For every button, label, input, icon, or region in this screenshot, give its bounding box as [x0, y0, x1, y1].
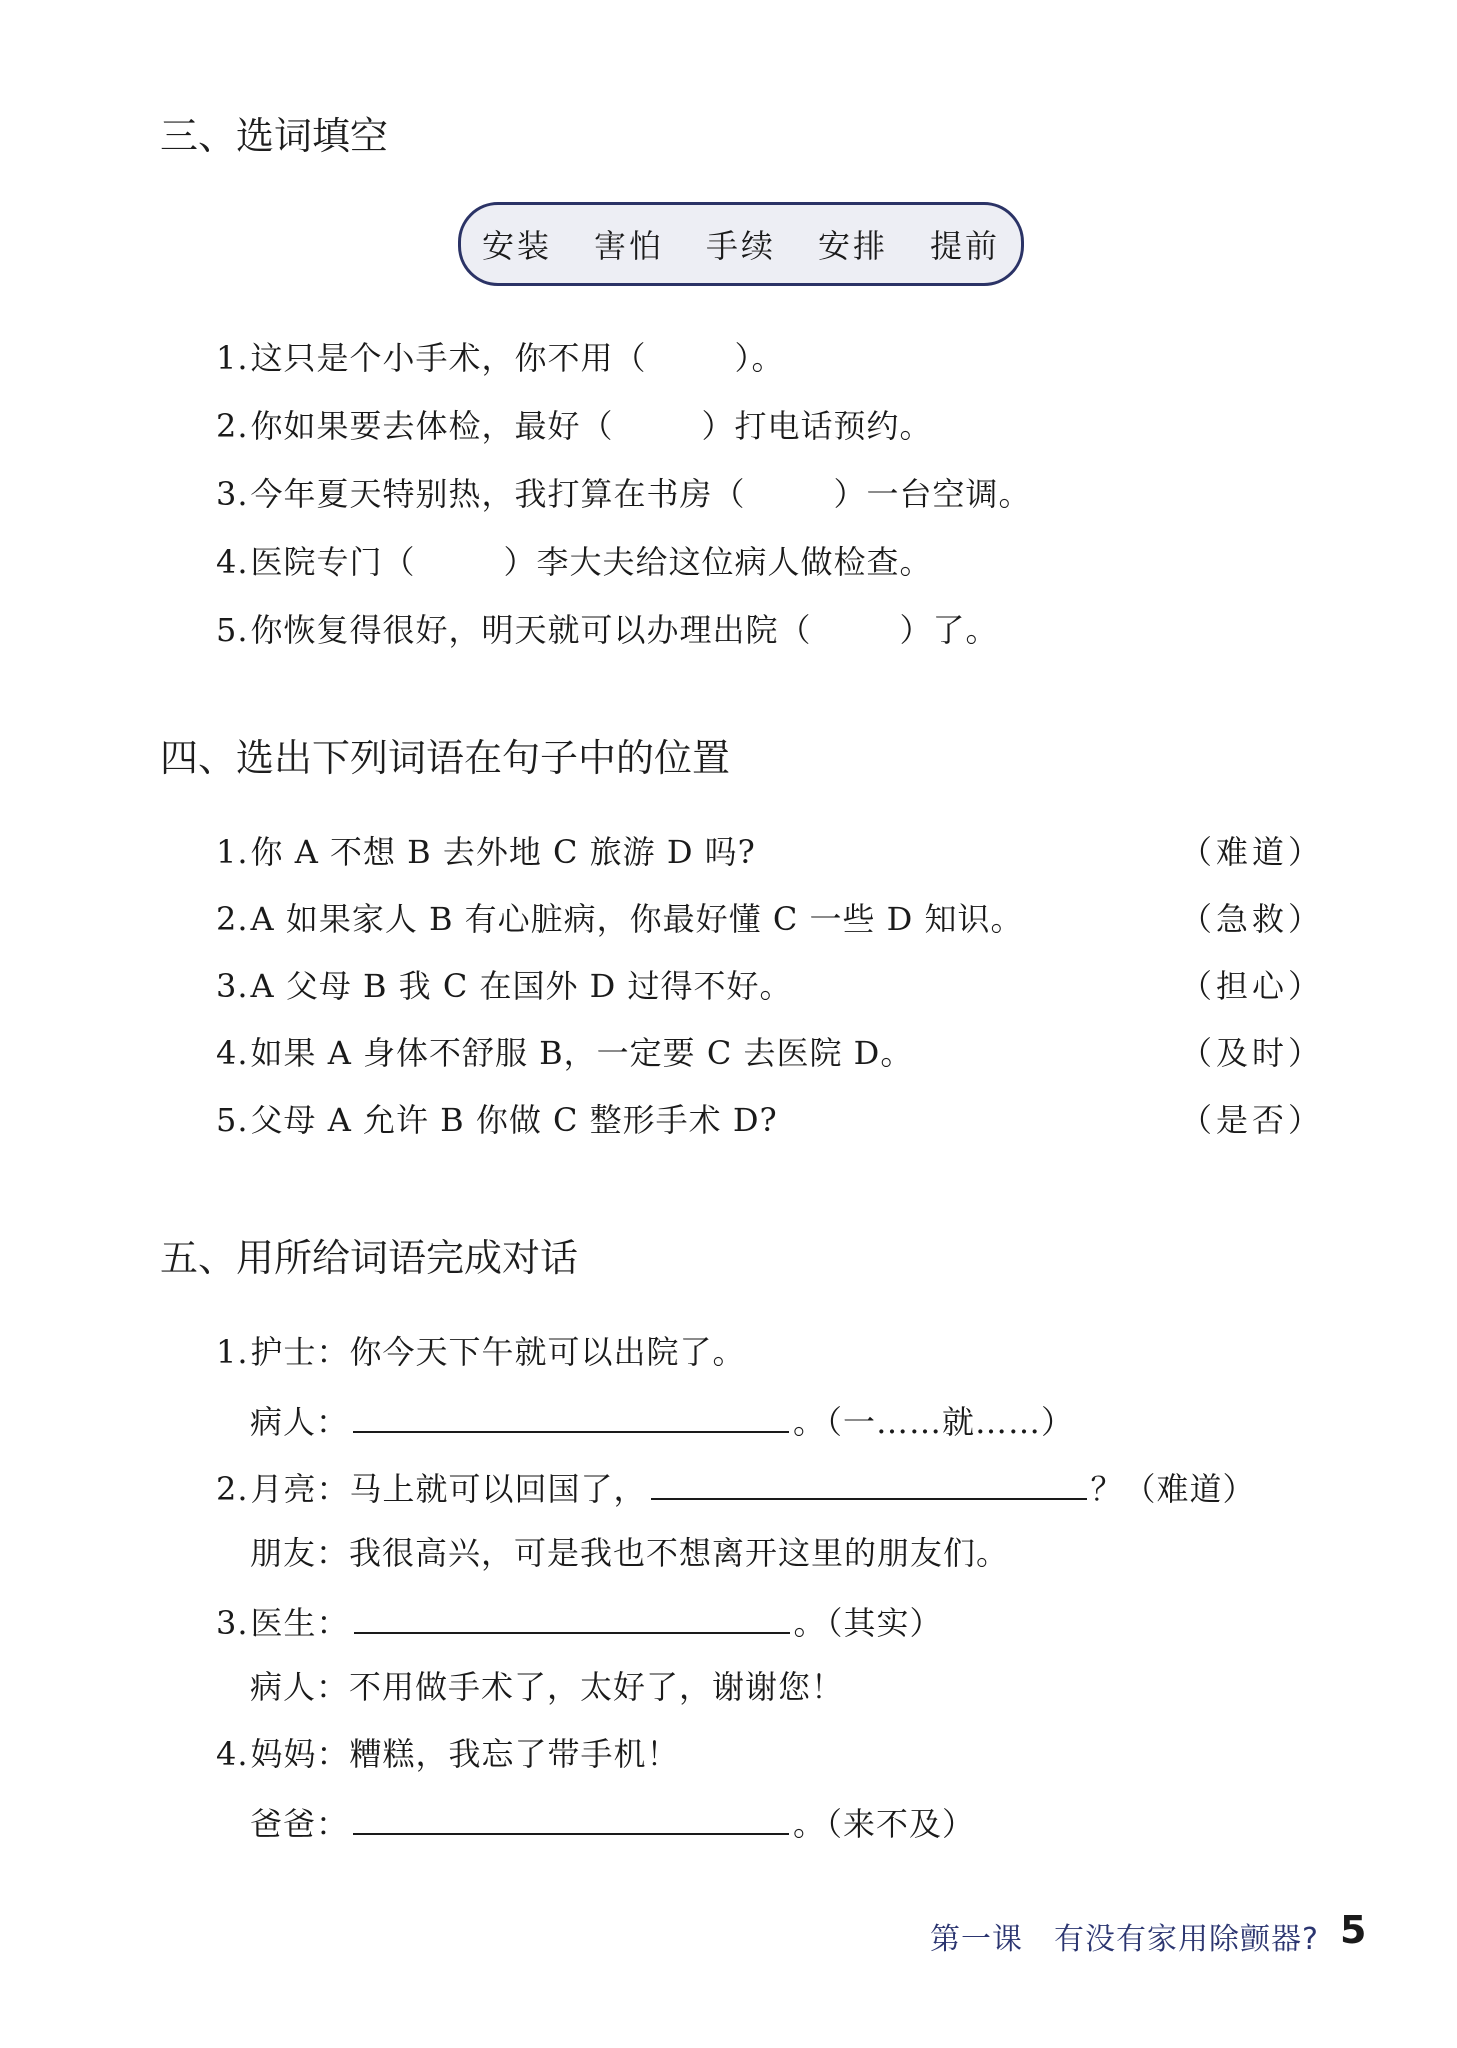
item-number: 4.: [216, 1735, 249, 1773]
fill-item: [216, 540, 933, 584]
answer-line[interactable]: [353, 1397, 789, 1433]
dialogue-text: 月亮：马上就可以回国了，: [250, 1470, 647, 1508]
hint-text: 。（其实）: [793, 1604, 943, 1642]
item-text: 你 A 不想 B 去外地 C 旅游 D 吗?: [250, 833, 756, 871]
item-text: ）了。: [899, 611, 999, 649]
item-text: A 如果家人 B 有心脏病，你最好懂 C 一些 D 知识。: [250, 900, 1024, 938]
speaker-label: 爸爸：: [250, 1805, 350, 1843]
item-number: 4.: [216, 1034, 249, 1072]
item-number: 3.: [216, 475, 249, 513]
word-bank-item: 安排: [818, 227, 889, 265]
position-item: [216, 964, 793, 1008]
dialogue-line: [250, 1531, 1009, 1575]
answer-line[interactable]: [353, 1799, 789, 1835]
item-text: 你恢复得很好，明天就可以办理出院（: [250, 611, 812, 649]
word-bank-item: 提前: [930, 227, 1001, 265]
footer-lesson-title: 第一课 有没有家用除颤器?: [930, 1922, 1319, 1957]
item-text: 父母 A 允许 B 你做 C 整形手术 D?: [250, 1101, 778, 1139]
item-number: 2.: [216, 407, 249, 445]
word-bank-item: 害怕: [593, 227, 664, 265]
dialogue-line: [250, 1397, 1074, 1444]
dialogue-text: 朋友：我很高兴，可是我也不想离开这里的朋友们。: [250, 1534, 1010, 1572]
target-word: （及时）: [1180, 1034, 1325, 1072]
item-text: ）李大夫给这位病人做检查。: [503, 543, 933, 581]
section3-title: 三、选词填空: [160, 114, 389, 158]
item-number: 5.: [216, 1101, 249, 1139]
position-item: [216, 897, 1024, 941]
item-text: 你如果要去体检，最好（: [250, 407, 614, 445]
target-word: （难道）: [1180, 833, 1325, 871]
item-number: 1.: [216, 339, 249, 377]
item-text: ）。: [734, 339, 785, 377]
position-item: [216, 1098, 778, 1142]
word-bank-item: 安装: [481, 227, 552, 265]
item-text: 今年夏天特别热，我打算在书房（: [250, 475, 746, 513]
item-text: 医院专门（: [250, 543, 416, 581]
word-bank-item: 手续: [705, 227, 776, 265]
target-word: （急救）: [1180, 900, 1325, 938]
dialogue-line: [216, 1330, 746, 1374]
dialogue-line: [250, 1665, 844, 1709]
item-number: 1.: [216, 1333, 249, 1371]
position-item: [216, 830, 756, 874]
item-number: 3.: [216, 1604, 249, 1642]
dialogue-line: [250, 1799, 975, 1846]
item-number: 2.: [216, 1470, 249, 1508]
item-text: ）一台空调。: [833, 475, 1032, 513]
hint-text: ？（难道）: [1090, 1470, 1256, 1508]
word-bank: [458, 202, 1024, 286]
item-number: 4.: [216, 543, 249, 581]
speaker-label: 医生：: [250, 1604, 350, 1642]
section4-title: 四、选出下列词语在句子中的位置: [160, 736, 731, 780]
target-word: （是否）: [1180, 1101, 1325, 1139]
item-text: 这只是个小手术，你不用（: [250, 339, 647, 377]
dialogue-line: [216, 1598, 943, 1645]
item-number: 3.: [216, 967, 249, 1005]
item-number: 1.: [216, 833, 249, 871]
item-text: ）打电话预约。: [701, 407, 933, 445]
dialogue-line: [216, 1464, 1256, 1511]
page-number: 5: [1340, 1908, 1367, 1952]
item-text: 如果 A 身体不舒服 B，一定要 C 去医院 D。: [250, 1034, 914, 1072]
hint-text: 。（来不及）: [793, 1805, 976, 1843]
dialogue-text: 病人：不用做手术了，太好了，谢谢您！: [250, 1668, 845, 1706]
hint-text: 。（一……就……）: [793, 1403, 1075, 1441]
dialogue-line: [216, 1732, 680, 1776]
item-text: A 父母 B 我 C 在国外 D 过得不好。: [250, 967, 793, 1005]
answer-line[interactable]: [354, 1598, 790, 1634]
dialogue-text: 妈妈：糟糕，我忘了带手机！: [250, 1735, 680, 1773]
answer-line[interactable]: [651, 1464, 1087, 1500]
item-number: 5.: [216, 611, 249, 649]
section5-title: 五、用所给词语完成对话: [160, 1236, 579, 1280]
position-item: [216, 1031, 913, 1075]
fill-item: [216, 336, 785, 380]
speaker-label: 病人：: [250, 1403, 350, 1441]
fill-item: [216, 472, 1032, 516]
fill-item: [216, 608, 999, 652]
dialogue-text: 护士：你今天下午就可以出院了。: [250, 1333, 746, 1371]
fill-item: [216, 404, 933, 448]
target-word: （担心）: [1180, 967, 1325, 1005]
item-number: 2.: [216, 900, 249, 938]
